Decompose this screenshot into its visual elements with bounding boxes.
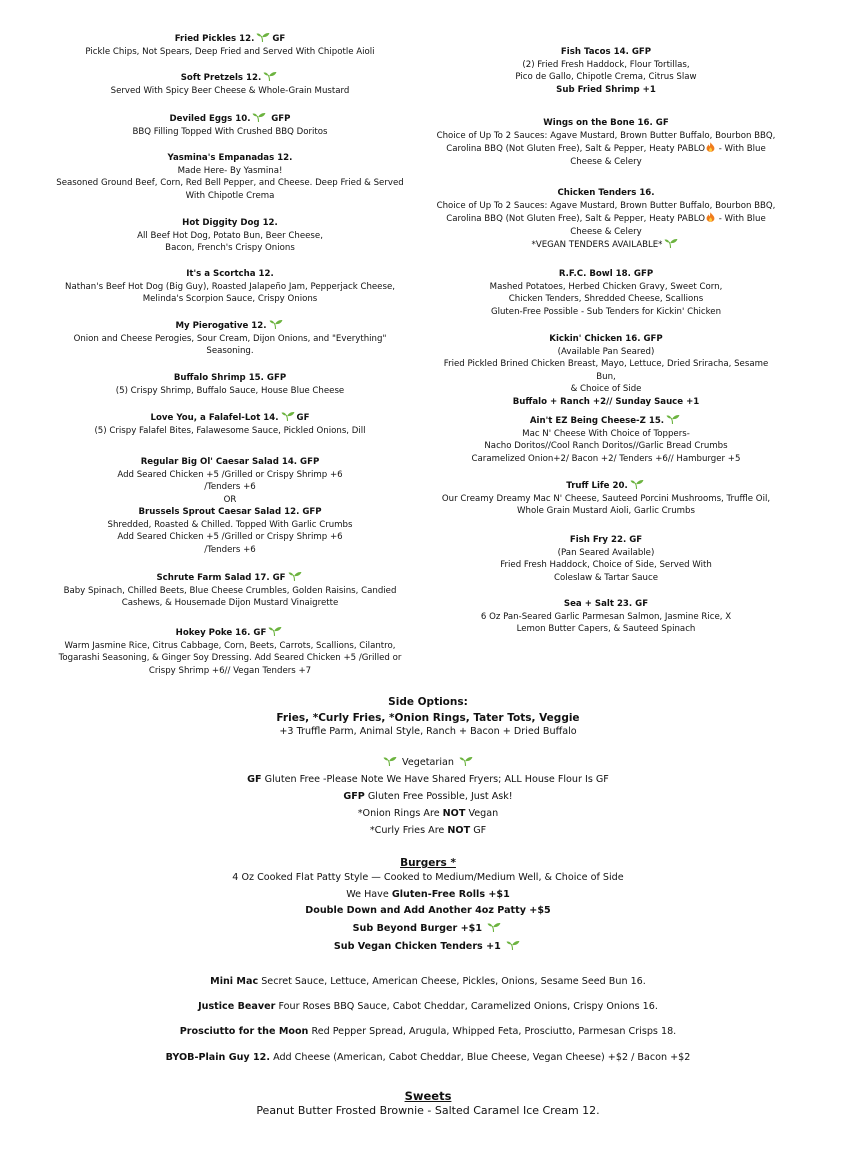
sides-list: Fries, *Curly Fries, *Onion Rings, Tater Tots, Veggie <box>276 712 580 724</box>
item-name: Soft Pretzels 12. <box>180 73 262 83</box>
menu-item <box>52 112 408 138</box>
burgers-beyond: Sub Beyond Burger +$1 <box>60 922 796 934</box>
legend-vegetarian <box>60 754 796 771</box>
menu-item <box>434 117 778 168</box>
item-name: Fried Pickles 12. <box>174 34 255 44</box>
sprout-icon <box>459 756 473 766</box>
menu-item <box>52 571 408 610</box>
item-name: Ain't EZ Being Cheese-Z 15. <box>529 416 665 426</box>
item-description: BBQ Filling Topped With Crushed BBQ Doritos <box>132 126 328 137</box>
sprout-icon <box>252 112 266 122</box>
sides-title: Side Options: <box>388 696 468 708</box>
gf-key: GF <box>247 774 262 785</box>
burgers-double-down: Double Down and Add Another 4oz Patty +$5 <box>305 905 551 916</box>
item-name: Kickin' Chicken 16. GFP <box>549 334 663 344</box>
item-name: Love You, a Falafel-Lot 14. <box>150 413 279 423</box>
item-description: Add Seared Chicken +5 /Grilled or Crispy Shrimp +6 /Tenders +6 OR <box>117 469 343 505</box>
item-addon: Sub Fried Shrimp +1 <box>556 84 656 95</box>
item-name: Fish Fry 22. GF <box>569 535 643 545</box>
fire-icon <box>706 212 715 222</box>
menu-item <box>52 319 408 358</box>
legend-onion-rings <box>60 805 796 822</box>
item-name: Chicken Tenders 16. <box>557 188 655 198</box>
gfp-key: GFP <box>343 791 365 802</box>
sweets-item: Peanut Butter Frosted Brownie - Salted Caramel Ice Cream 12. <box>256 1104 600 1117</box>
burger-description: Four Roses BBQ Sauce, Cabot Cheddar, Caramelized Onions, Crispy Onions 16. <box>278 1001 658 1012</box>
item-name: Hokey Poke 16. GF <box>175 628 267 638</box>
sprout-icon <box>383 756 397 766</box>
gf-text: Gluten Free -Please Note We Have Shared Fryers; ALL House Flour Is GF <box>264 774 609 785</box>
sweets-title: Sweets <box>404 1089 452 1103</box>
item-description: Onion and Cheese Perogies, Sour Cream, Dijon Onions, and "Everything" Seasoning. <box>73 333 387 357</box>
item-name: Brussels Sprout Caesar Salad 12. GFP <box>138 507 322 517</box>
item-description: (2) Fried Fresh Haddock, Flour Tortillas, Pico de Gallo, Chipotle Crema, Citrus Slaw <box>515 59 697 83</box>
menu-item <box>434 598 778 636</box>
onion-vegan: Vegan <box>468 808 499 819</box>
item-description-cont: - With Blue Cheese & Celery <box>570 144 766 167</box>
menu-item <box>434 534 778 584</box>
item-description: Our Creamy Dreamy Mac N' Cheese, Sauteed Porcini Mushrooms, Truffle Oil, Whole Grain Mustard Aioli, Garlic Crumbs <box>441 493 771 517</box>
menu-item <box>52 506 408 556</box>
menu-item <box>52 152 408 202</box>
fire-icon <box>706 142 715 152</box>
burger-item <box>60 1052 796 1063</box>
legend-gf <box>60 771 796 788</box>
burger-item <box>60 1001 796 1012</box>
item-description: 6 Oz Pan-Seared Garlic Parmesan Salmon, Jasmine Rice, X Lemon Butter Capers, & Sauteed Spinach <box>480 611 732 635</box>
item-description: Warm Jasmine Rice, Citrus Cabbage, Corn, Beets, Carrots, Scallions, Cilantro, Togarashi Seasoning, & Ginger Soy Dressing. Add Seared Chicken +5 /Grilled or Crispy Shrimp +6// Vegan Tenders +7 <box>58 640 402 676</box>
item-name: My Pierogative 12. <box>175 321 267 331</box>
gfp-text: Gluten Free Possible, Just Ask! <box>367 791 513 802</box>
curly-gf: GF <box>473 825 487 836</box>
burger-name: Justice Beaver <box>198 1001 276 1012</box>
curly-not: NOT <box>447 825 471 836</box>
burger-name: Prosciutto for the Moon <box>179 1026 309 1037</box>
item-tag: GFP <box>271 114 291 124</box>
item-name: Deviled Eggs 10. <box>169 114 251 124</box>
legend-curly-fries <box>60 822 796 839</box>
vegan-note: *VEGAN TENDERS AVAILABLE* <box>531 240 663 251</box>
item-name: Buffalo Shrimp 15. GFP <box>173 373 287 383</box>
menu-item <box>434 333 778 409</box>
burgers-vegan-tenders: Sub Vegan Chicken Tenders +1 <box>60 940 796 952</box>
item-name: Yasmina's Empanadas 12. <box>167 153 293 163</box>
burger-description: Secret Sauce, Lettuce, American Cheese, Pickles, Onions, Sesame Seed Bun 16. <box>261 976 646 987</box>
sprout-icon <box>630 479 644 489</box>
menu-item <box>52 217 408 255</box>
menu-item <box>434 187 778 252</box>
burgers-title: Burgers * <box>400 857 456 869</box>
burger-item <box>60 976 796 987</box>
sprout-icon <box>487 922 501 932</box>
sprout-icon <box>664 238 678 248</box>
sprout-icon <box>256 32 270 42</box>
sprout-icon <box>263 71 277 81</box>
menu-item <box>434 268 778 318</box>
sides-addons: +3 Truffle Parm, Animal Style, Ranch + Bacon + Dried Buffalo <box>279 726 577 737</box>
menu-item <box>52 268 408 306</box>
item-addon: Buffalo + Ranch +2// Sunday Sauce +1 <box>512 396 700 407</box>
item-name: Sea + Salt 23. GF <box>563 599 649 609</box>
item-description: Made Here- By Yasmina! Seasoned Ground Beef, Corn, Red Bell Pepper, and Cheese. Deep Fried & Served With Chipotle Crema <box>56 165 404 201</box>
menu-item <box>434 46 778 96</box>
menu-item <box>52 32 408 58</box>
sprout-icon <box>666 414 680 424</box>
item-name: Truff Life 20. <box>566 481 628 491</box>
item-description: Pickle Chips, Not Spears, Deep Fried and Served With Chipotle Aioli <box>85 46 375 57</box>
menu-item <box>434 479 778 518</box>
onion-note: *Onion Rings Are <box>357 808 440 819</box>
burger-name: BYOB-Plain Guy 12. <box>165 1052 270 1063</box>
burger-description: Red Pepper Spread, Arugula, Whipped Feta, Prosciutto, Parmesan Crisps 18. <box>311 1026 677 1037</box>
sprout-icon <box>506 940 520 950</box>
item-description: Baby Spinach, Chilled Beets, Blue Cheese Crumbles, Golden Raisins, Candied Cashews, & Housemade Dijon Mustard Vinaigrette <box>63 585 397 609</box>
curly-note: *Curly Fries Are <box>369 825 445 836</box>
item-description: (5) Crispy Shrimp, Buffalo Sauce, House Blue Cheese <box>115 385 345 396</box>
burgers-description: 4 Oz Cooked Flat Patty Style — Cooked to Medium/Medium Well, & Choice of Side <box>232 872 624 883</box>
burgers-gf-rolls: We Have Gluten-Free Rolls +$1 <box>346 889 510 900</box>
item-name: Schrute Farm Salad 17. GF <box>156 573 286 583</box>
onion-not: NOT <box>442 808 466 819</box>
item-name: R.F.C. Bowl 18. GFP <box>558 269 654 279</box>
item-description: Mac N' Cheese With Choice of Toppers- Nacho Doritos//Cool Ranch Doritos//Garlic Bread Crumbs Caramelized Onion+2/ Bacon +2/ Tenders +6// Hamburger +5 <box>471 428 741 464</box>
item-description: (Pan Seared Available) Fried Fresh Haddock, Choice of Side, Served With Coleslaw & Tartar Sauce <box>500 547 712 583</box>
sprout-icon <box>288 571 302 581</box>
item-description: Choice of Up To 2 Sauces: Agave Mustard, Brown Butter Buffalo, Bourbon BBQ, Carolina BBQ (Not Gluten Free), Salt & Pepper, Heaty PABLO <box>436 130 776 155</box>
item-name: Regular Big Ol' Caesar Salad 14. GFP <box>140 457 320 467</box>
item-description: Served With Spicy Beer Cheese & Whole-Grain Mustard <box>110 85 350 96</box>
item-description: All Beef Hot Dog, Potato Bun, Beer Cheese, Bacon, French's Crispy Onions <box>137 230 323 254</box>
sprout-icon <box>268 626 282 636</box>
burger-description: Add Cheese (American, Cabot Cheddar, Blue Cheese, Vegan Cheese) +$2 / Bacon +$2 <box>273 1052 691 1063</box>
item-description: Shredded, Roasted & Chilled. Topped With Garlic Crumbs Add Seared Chicken +5 /Grilled or Crispy Shrimp +6 /Tenders +6 <box>107 519 353 555</box>
item-name: Fish Tacos 14. GFP <box>560 47 652 57</box>
item-tag: GF <box>296 413 310 423</box>
burger-item <box>60 1026 796 1037</box>
item-name: It's a Scortcha 12. <box>186 269 274 279</box>
vegetarian-label: Vegetarian <box>402 757 454 768</box>
menu-item <box>52 456 408 506</box>
item-tag: GF <box>272 34 286 44</box>
item-description-cont: - With Blue Cheese & Celery <box>570 214 766 237</box>
menu-item <box>52 71 408 97</box>
sprout-icon <box>269 319 283 329</box>
legend-gfp <box>60 788 796 805</box>
menu-item <box>434 414 778 465</box>
burger-name: Mini Mac <box>210 976 259 987</box>
menu-item <box>52 411 408 437</box>
legend <box>60 754 796 839</box>
item-description: Nathan's Beef Hot Dog (Big Guy), Roasted Jalapeño Jam, Pepperjack Cheese, Melinda's Scorpion Sauce, Crispy Onions <box>65 281 395 305</box>
menu-item <box>52 372 408 397</box>
item-name: Hot Diggity Dog 12. <box>182 218 278 228</box>
item-name: Wings on the Bone 16. GF <box>543 118 669 128</box>
sprout-icon <box>281 411 295 421</box>
item-description: (5) Crispy Falafel Bites, Falawesome Sauce, Pickled Onions, Dill <box>94 425 366 436</box>
menu-item <box>52 626 408 677</box>
item-description: Mashed Potatoes, Herbed Chicken Gravy, Sweet Corn, Chicken Tenders, Shredded Cheese, Scallions Gluten-Free Possible - Sub Tenders for Kickin' Chicken <box>489 281 723 317</box>
item-description: (Available Pan Seared) Fried Pickled Brined Chicken Breast, Mayo, Lettuce, Dried Sriracha, Sesame Bun, & Choice of Side <box>443 346 769 395</box>
item-description: Choice of Up To 2 Sauces: Agave Mustard, Brown Butter Buffalo, Bourbon BBQ, Carolina BBQ (Not Gluten Free), Salt & Pepper, Heaty PABLO <box>436 200 776 225</box>
